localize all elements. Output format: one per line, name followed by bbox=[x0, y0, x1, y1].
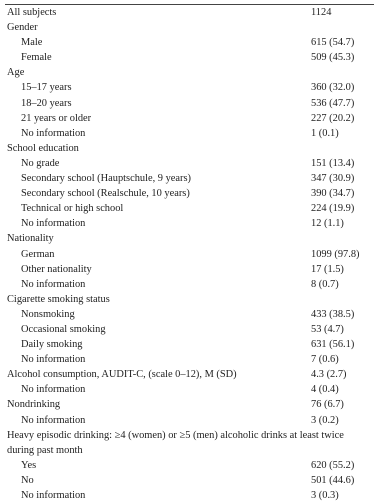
table-row bbox=[5, 5, 374, 20]
row-label: Alcohol consumption, AUDIT-C, (scale 0–12), M (SD) bbox=[7, 369, 237, 381]
table-subrow bbox=[5, 80, 374, 95]
table-subrow bbox=[5, 352, 374, 367]
table-subrow bbox=[5, 126, 374, 141]
row-value: 3 (0.3) bbox=[311, 490, 339, 501]
table-subrow bbox=[5, 488, 374, 503]
table-row bbox=[5, 428, 374, 458]
row-value: 7 (0.6) bbox=[311, 354, 339, 366]
row-label: No information bbox=[21, 384, 86, 396]
row-label: Female bbox=[21, 52, 52, 64]
row-value: 1099 (97.8) bbox=[311, 248, 360, 260]
table-subrow bbox=[5, 277, 374, 292]
row-value: 1124 bbox=[311, 7, 332, 18]
table-subrow bbox=[5, 322, 374, 337]
row-value: 620 (55.2) bbox=[311, 459, 355, 471]
table-subrow bbox=[5, 186, 374, 201]
row-label: School education bbox=[7, 142, 79, 154]
row-value: 4 (0.4) bbox=[311, 384, 339, 396]
row-value: 227 (20.2) bbox=[311, 112, 355, 124]
row-value: 53 (4.7) bbox=[311, 323, 344, 335]
table-subrow bbox=[5, 35, 374, 50]
row-label: German bbox=[21, 248, 55, 260]
table-subrow bbox=[5, 50, 374, 65]
row-value: 4.3 (2.7) bbox=[311, 369, 347, 381]
row-value: 224 (19.9) bbox=[311, 203, 355, 215]
row-value: 151 (13.4) bbox=[311, 157, 355, 169]
row-value: 631 (56.1) bbox=[311, 339, 355, 351]
row-value: 615 (54.7) bbox=[311, 37, 355, 49]
table-row bbox=[5, 65, 374, 80]
table-subrow bbox=[5, 458, 374, 473]
row-value: 1 (0.1) bbox=[311, 127, 339, 139]
row-value: 3 (0.2) bbox=[311, 414, 339, 426]
table-subrow bbox=[5, 262, 374, 277]
row-label: Gender bbox=[7, 22, 38, 34]
row-label: Cigarette smoking status bbox=[7, 293, 110, 305]
row-label: Nondrinking bbox=[7, 399, 61, 411]
demographics-table bbox=[5, 4, 374, 503]
row-label: Occasional smoking bbox=[21, 323, 106, 335]
table-subrow bbox=[5, 337, 374, 352]
row-value: 536 (47.7) bbox=[311, 97, 355, 109]
row-value: 76 (6.7) bbox=[311, 399, 344, 411]
row-value: 433 (38.5) bbox=[311, 308, 355, 320]
table-subrow bbox=[5, 96, 374, 111]
row-value: 501 (44.6) bbox=[311, 474, 355, 486]
row-value: 360 (32.0) bbox=[311, 82, 355, 94]
table-subrow bbox=[5, 201, 374, 216]
row-label: 21 years or older bbox=[21, 112, 92, 124]
row-value: 17 (1.5) bbox=[311, 263, 344, 275]
row-label: No grade bbox=[21, 157, 60, 169]
row-label: No information bbox=[21, 414, 86, 426]
table-row bbox=[5, 292, 374, 307]
row-label: Nonsmoking bbox=[21, 308, 75, 320]
row-label: Male bbox=[21, 37, 43, 49]
row-label: Other nationality bbox=[21, 263, 92, 275]
table-subrow bbox=[5, 216, 374, 231]
table-subrow bbox=[5, 382, 374, 397]
row-value: 347 (30.9) bbox=[311, 173, 355, 185]
row-label: No information bbox=[21, 354, 86, 366]
row-label: Daily smoking bbox=[21, 339, 83, 351]
row-label: No information bbox=[21, 218, 86, 230]
row-label: No information bbox=[21, 127, 86, 139]
table-subrow bbox=[5, 473, 374, 488]
table-row bbox=[5, 367, 374, 382]
row-value: 509 (45.3) bbox=[311, 52, 355, 64]
row-value: 8 (0.7) bbox=[311, 278, 339, 290]
row-label: 18–20 years bbox=[21, 97, 72, 109]
table-row bbox=[5, 20, 374, 35]
row-value: 12 (1.1) bbox=[311, 218, 344, 230]
table-subrow bbox=[5, 156, 374, 171]
table-subrow bbox=[5, 111, 374, 126]
row-label: Nationality bbox=[7, 233, 54, 245]
row-label: Secondary school (Hauptschule, 9 years) bbox=[21, 173, 191, 185]
table-row bbox=[5, 397, 374, 412]
row-label: Age bbox=[7, 67, 25, 79]
row-label: No bbox=[21, 474, 34, 486]
table-subrow bbox=[5, 413, 374, 428]
row-label: No information bbox=[21, 490, 86, 501]
table-row bbox=[5, 141, 374, 156]
table-subrow bbox=[5, 247, 374, 262]
row-label: Secondary school (Realschule, 10 years) bbox=[21, 188, 190, 200]
table-row bbox=[5, 231, 374, 246]
row-value: 390 (34.7) bbox=[311, 188, 355, 200]
table-subrow bbox=[5, 171, 374, 186]
row-label: All subjects bbox=[7, 7, 57, 18]
row-label: Heavy episodic drinking: ≥4 (women) or ≥5 (men) alcoholic drinks at least twice during past month bbox=[7, 429, 344, 456]
table-subrow bbox=[5, 307, 374, 322]
row-label: 15–17 years bbox=[21, 82, 72, 94]
row-label: Technical or high school bbox=[21, 203, 124, 215]
row-label: Yes bbox=[21, 459, 37, 471]
row-label: No information bbox=[21, 278, 86, 290]
